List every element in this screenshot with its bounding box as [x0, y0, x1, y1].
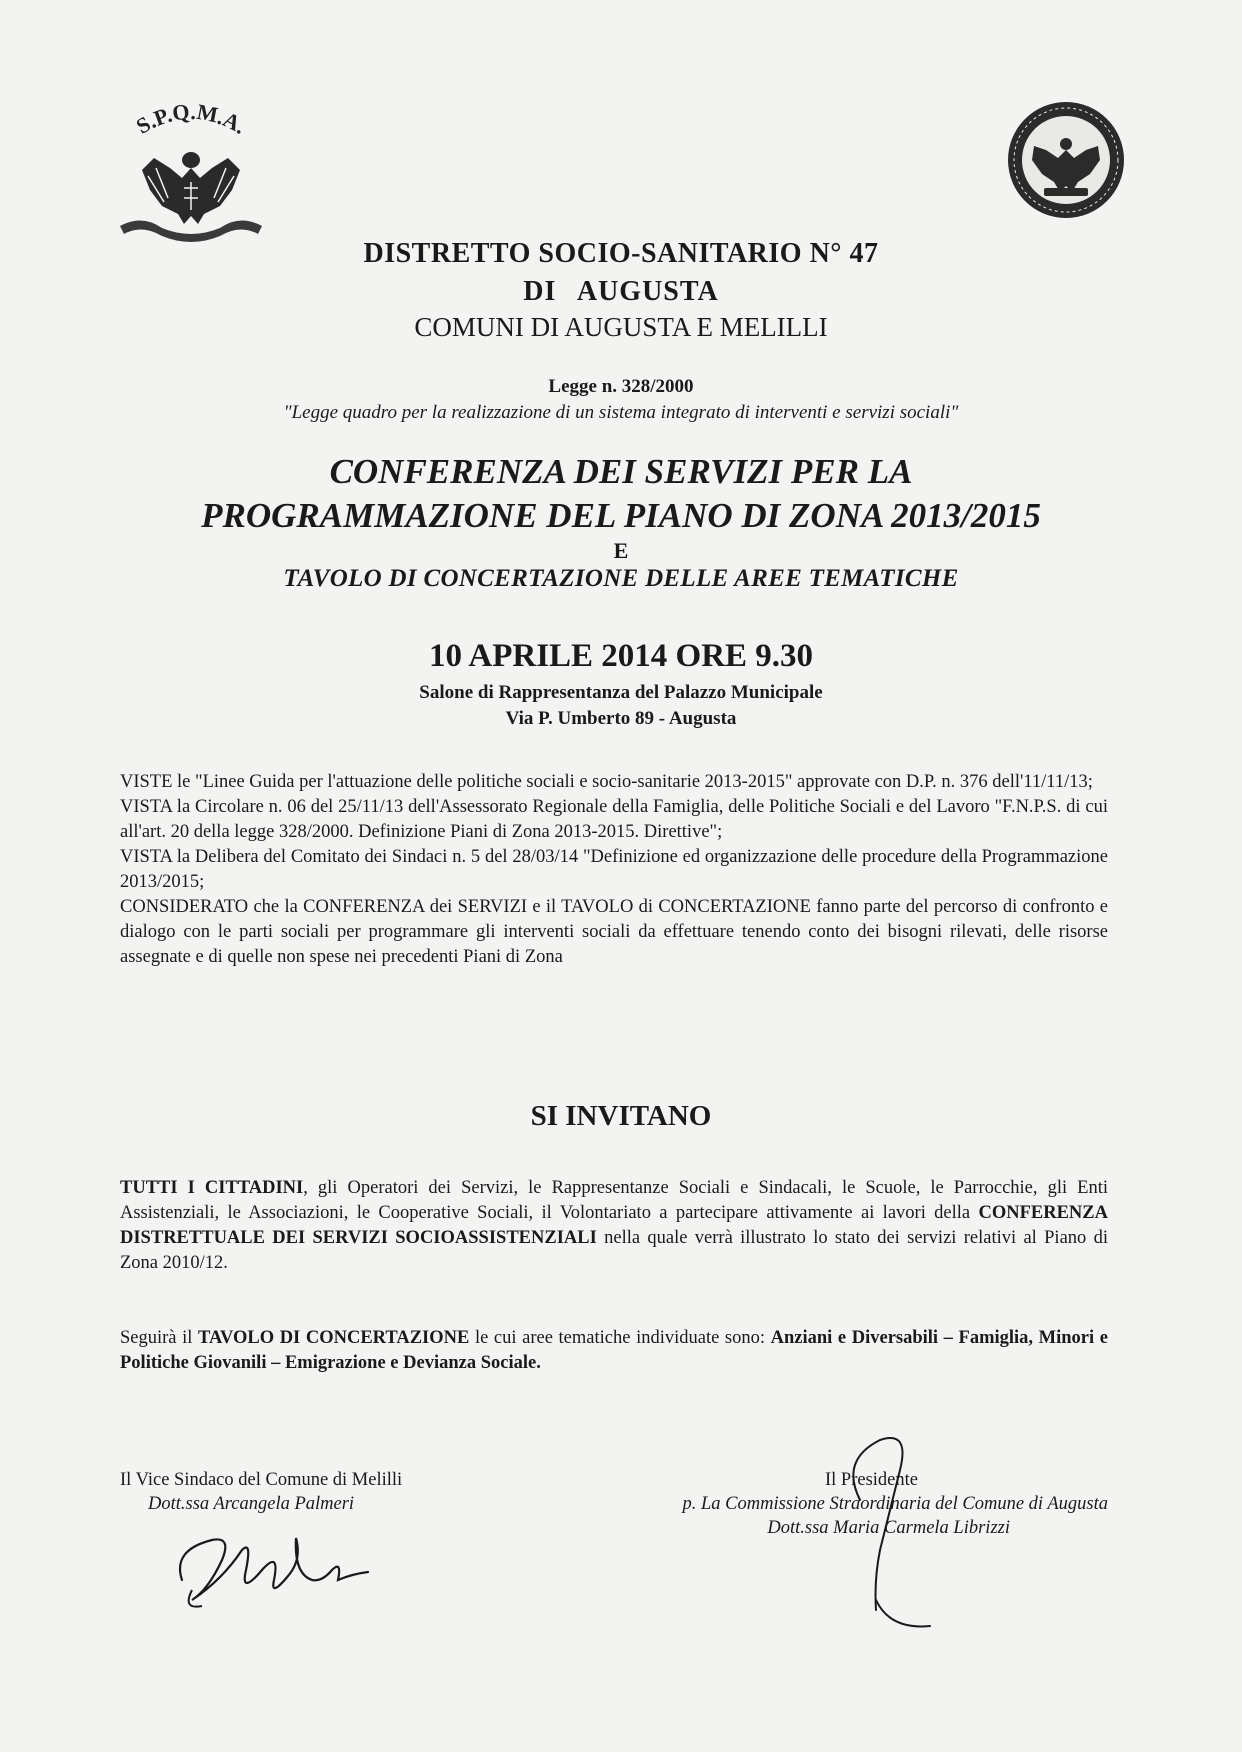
invite-title: SI INVITANO: [530, 1100, 712, 1132]
invite-text: , gli Operatori dei Servizi, le Rappresentanze Sociali e Sindacali, le Scuole, le Parrocchie, gli Enti Assistenziali, le Associazioni, le Cooperative Sociali, il Volontariato a partecipare attivamente ai lavori della: [120, 1178, 1108, 1223]
premise-paragraph: CONSIDERATO che la CONFERENZA dei SERVIZI e il TAVOLO di CONCERTAZIONE fanno parte del percorso di confronto e dialogo con le parti sociali per programmare gli interventi sociali da effettuare tenendo conto dei bisogni rilevati, delle risorse assegnate e di quelle non spese nei precedenti Piani di Zona: [120, 897, 1108, 967]
premise-paragraph: VISTE le "Linee Guida per l'attuazione delle politiche sociali e socio-sanitarie 2013-2015" approvate con D.P. n. 376 dell'11/11/13;: [120, 772, 1093, 792]
signatory-role: Il Vice Sindaco del Comune di Melilli: [120, 1470, 403, 1490]
invite-text: nella quale verrà illustrato lo stato dei servizi relativi al Piano di Zona 2010/12.: [120, 1228, 1108, 1273]
premises-section: [120, 770, 1108, 970]
handwritten-signature-left: [162, 1510, 412, 1620]
district-title: DISTRETTO SOCIO-SANITARIO N° 47: [363, 238, 879, 269]
follow-paragraph: [120, 1326, 1108, 1376]
district-comuni: COMUNI DI AUGUSTA E MELILLI: [414, 312, 828, 342]
follow-bold: TAVOLO DI CONCERTAZIONE: [198, 1328, 470, 1348]
conference-title-line3: TAVOLO DI CONCERTAZIONE DELLE AREE TEMATICHE: [283, 565, 959, 592]
follow-text: Seguirà il: [120, 1328, 199, 1348]
invite-bold: TUTTI I CITTADINI: [120, 1178, 304, 1198]
conference-title-line2: PROGRAMMAZIONE DEL PIANO DI ZONA 2013/2015: [201, 496, 1041, 535]
premise-paragraph: VISTA la Circolare n. 06 del 25/11/13 dell'Assessorato Regionale della Famiglia, delle Politiche Sociali e del Lavoro "F.N.P.S. di cui all'art. 20 della legge 328/2000. Definizione Piani di Zona 2013-2015. Direttive";: [120, 797, 1108, 842]
event-address: Via P. Umberto 89 - Augusta: [505, 708, 737, 729]
event-place: Salone di Rappresentanza del Palazzo Municipale: [419, 682, 823, 703]
district-city: DI AUGUSTA: [523, 276, 719, 307]
follow-text: le cui aree tematiche individuate sono:: [469, 1328, 771, 1348]
conference-conjunction: E: [613, 538, 629, 563]
svg-text:S.P.Q.M.A.: S.P.Q.M.A.: [131, 98, 251, 139]
district-seal-emblem: [1002, 98, 1130, 222]
signatory-name: Dott.ssa Arcangela Palmeri: [148, 1494, 355, 1514]
signatory-role-detail: p. La Commissione Straordinaria del Comune di Augusta: [682, 1494, 1108, 1514]
follow-bold: Anziani e Diversabili – Famiglia, Minori e Politiche Giovanili – Emigrazione e Devianza Sociale.: [120, 1328, 1108, 1373]
handwritten-signature-right: [820, 1430, 960, 1640]
law-subtitle: "Legge quadro per la realizzazione di un sistema integrato di interventi e servizi sociali": [283, 402, 959, 423]
spqma-eagle-emblem: [112, 98, 270, 246]
invite-paragraph: [120, 1176, 1108, 1276]
premise-paragraph: VISTA la Delibera del Comitato dei Sindaci n. 5 del 28/03/14 "Definizione ed organizzazione delle procedure della Programmazione 2013/2015;: [120, 847, 1108, 892]
law-title: Legge n. 328/2000: [548, 376, 694, 397]
signature-block-left: [120, 1468, 540, 1516]
event-date: 10 APRILE 2014 ORE 9.30: [428, 638, 814, 674]
conference-title-line1: CONFERENZA DEI SERVIZI PER LA: [329, 452, 913, 491]
signatory-role: Il Presidente: [825, 1470, 918, 1490]
invite-bold: CONFERENZA DISTRETTUALE DEI SERVIZI SOCIOASSISTENZIALI: [120, 1203, 1108, 1248]
signatory-name: Dott.ssa Maria Carmela Librizzi: [767, 1518, 1010, 1538]
